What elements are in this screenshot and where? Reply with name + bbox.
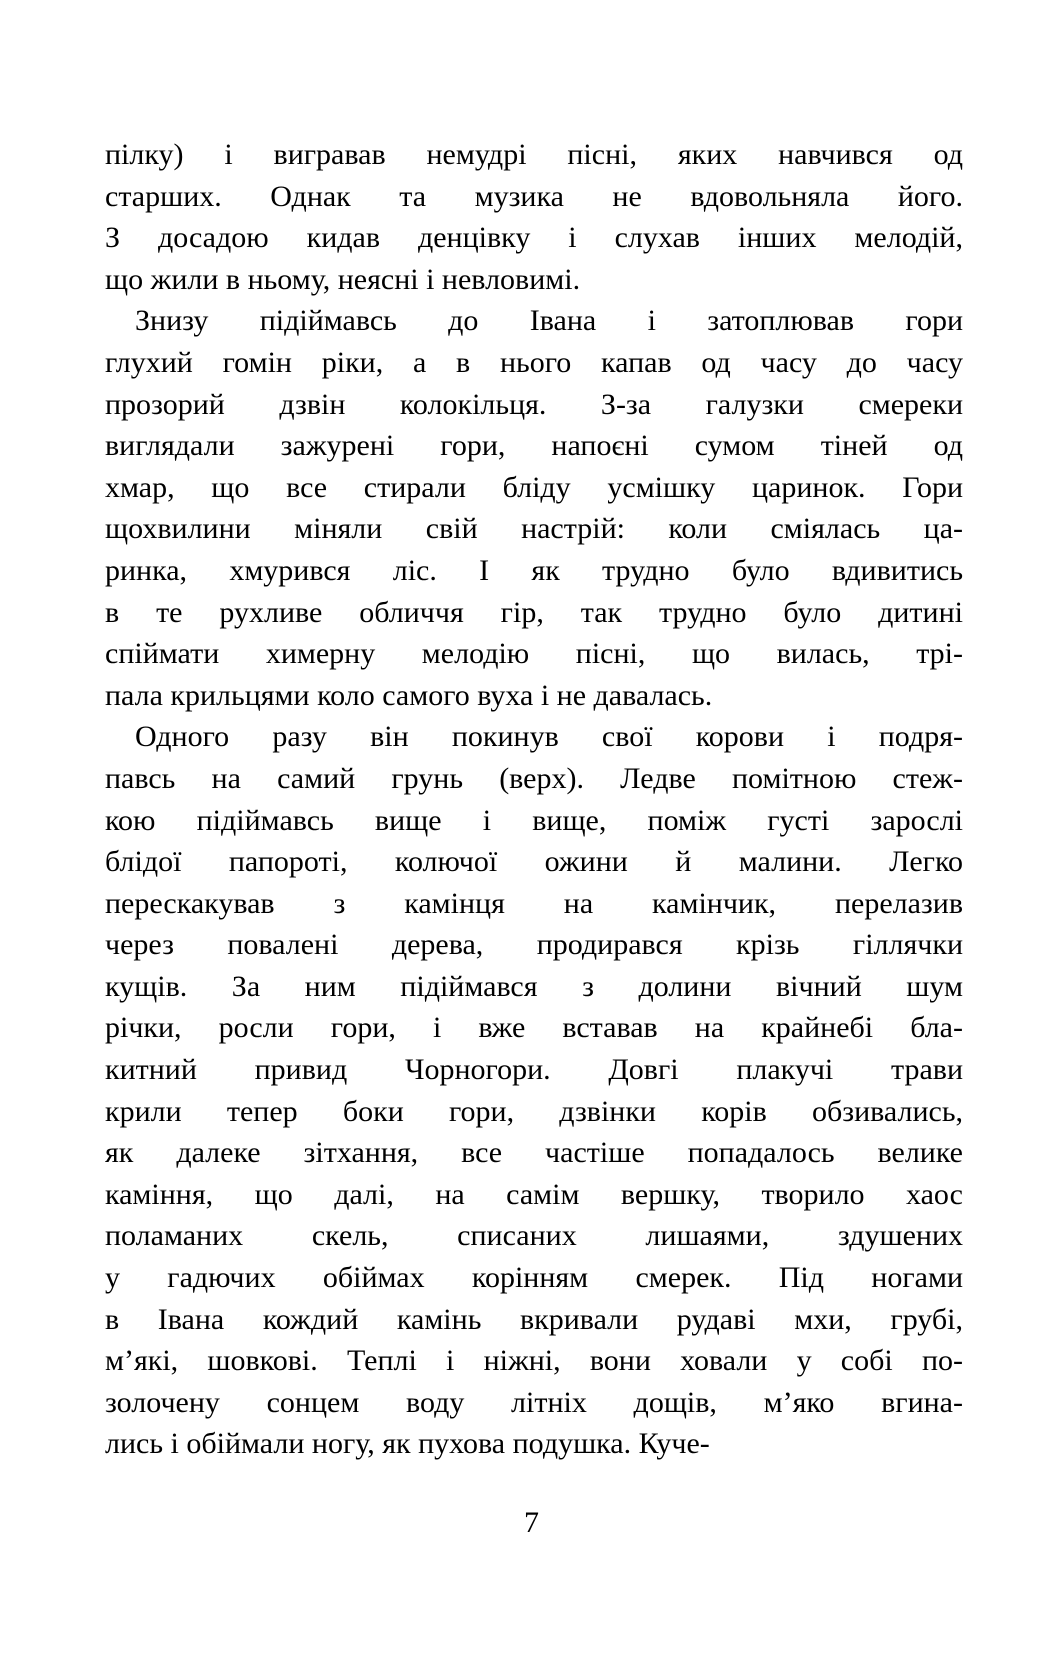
paragraph <box>105 300 963 716</box>
text-line: прозорий дзвін колокільця. З-за галузки смереки <box>105 387 963 421</box>
text-line: Знизу підіймавсь до Івана і затоплював гори <box>135 304 963 338</box>
page-number: 7 <box>524 1506 539 1539</box>
text-line: блідої папороті, колючої ожини й малини. Легко <box>105 845 963 879</box>
text-line: спіймати химерну мелодію пісні, що вилась, трі- <box>105 637 963 671</box>
text-line: старших. Однак та музика не вдовольняла його. <box>105 179 963 213</box>
text-line: крили тепер боки гори, дзвінки корів обзивались, <box>105 1094 963 1128</box>
text-line: поламаних скель, списаних лишаями, здушених <box>105 1219 963 1253</box>
paragraph <box>105 134 963 300</box>
text-line: павсь на самий грунь (верх). Ледве помітною стеж- <box>105 761 963 795</box>
text-line: через повалені дерева, продирався крізь гіллячки <box>105 928 963 962</box>
text-line: річки, росли гори, і вже вставав на крайнебі бла- <box>105 1011 963 1045</box>
text-line: ринка, хмурився ліс. І як трудно було вдивитись <box>105 553 963 587</box>
text-line: кою підіймавсь вище і вище, поміж густі зарослі <box>105 803 963 837</box>
text-line: китний привид Чорногори. Довгі плакучі трави <box>105 1053 963 1087</box>
text-line: щохвилини міняли свій настрій: коли сміялась ца- <box>105 512 963 546</box>
text-line: каміння, що далі, на самім вершку, творило хаос <box>105 1177 963 1211</box>
text-line: лись і обіймали ногу, як пухова подушка. Куче- <box>105 1427 710 1461</box>
text-line: хмар, що все стирали бліду усмішку царинок. Гори <box>105 470 963 504</box>
text-line: пала крильцями коло самого вуха і не давалась. <box>105 678 713 712</box>
text-line: глухий гомін ріки, а в нього капав од часу до часу <box>105 345 963 379</box>
text-line: як далеке зітхання, все частіше попадалось велике <box>105 1136 963 1170</box>
text-line: у гадючих обіймах корінням смерек. Під ногами <box>105 1261 963 1295</box>
text-line: в Івана кождий камінь вкривали рудаві мхи, грубі, <box>105 1302 963 1336</box>
text-line: Одного разу він покинув свої корови і подря- <box>135 720 963 754</box>
text-line: м’які, шовкові. Теплі і ніжні, вони ховали у собі по- <box>105 1344 963 1378</box>
paragraph <box>105 716 963 1465</box>
text-line: виглядали зажурені гори, напоєні сумом тіней од <box>105 429 963 463</box>
text-line: перескакував з камінця на камінчик, перелазив <box>105 886 963 920</box>
text-line: в те рухливе обличчя гір, так трудно було дитині <box>105 595 963 629</box>
text-line: З досадою кидав денцівку і слухав інших мелодій, <box>105 221 963 255</box>
text-line: пілку) і вигравав немудрі пісні, яких навчився од <box>105 138 963 171</box>
text-line: що жили в ньому, неясні і невловимі. <box>105 262 581 296</box>
text-line: золочену сонцем воду літніх дощів, м’яко вгина- <box>105 1385 963 1419</box>
text-line: кущів. За ним підіймався з долини вічний шум <box>105 969 963 1003</box>
body-text <box>105 134 963 1465</box>
